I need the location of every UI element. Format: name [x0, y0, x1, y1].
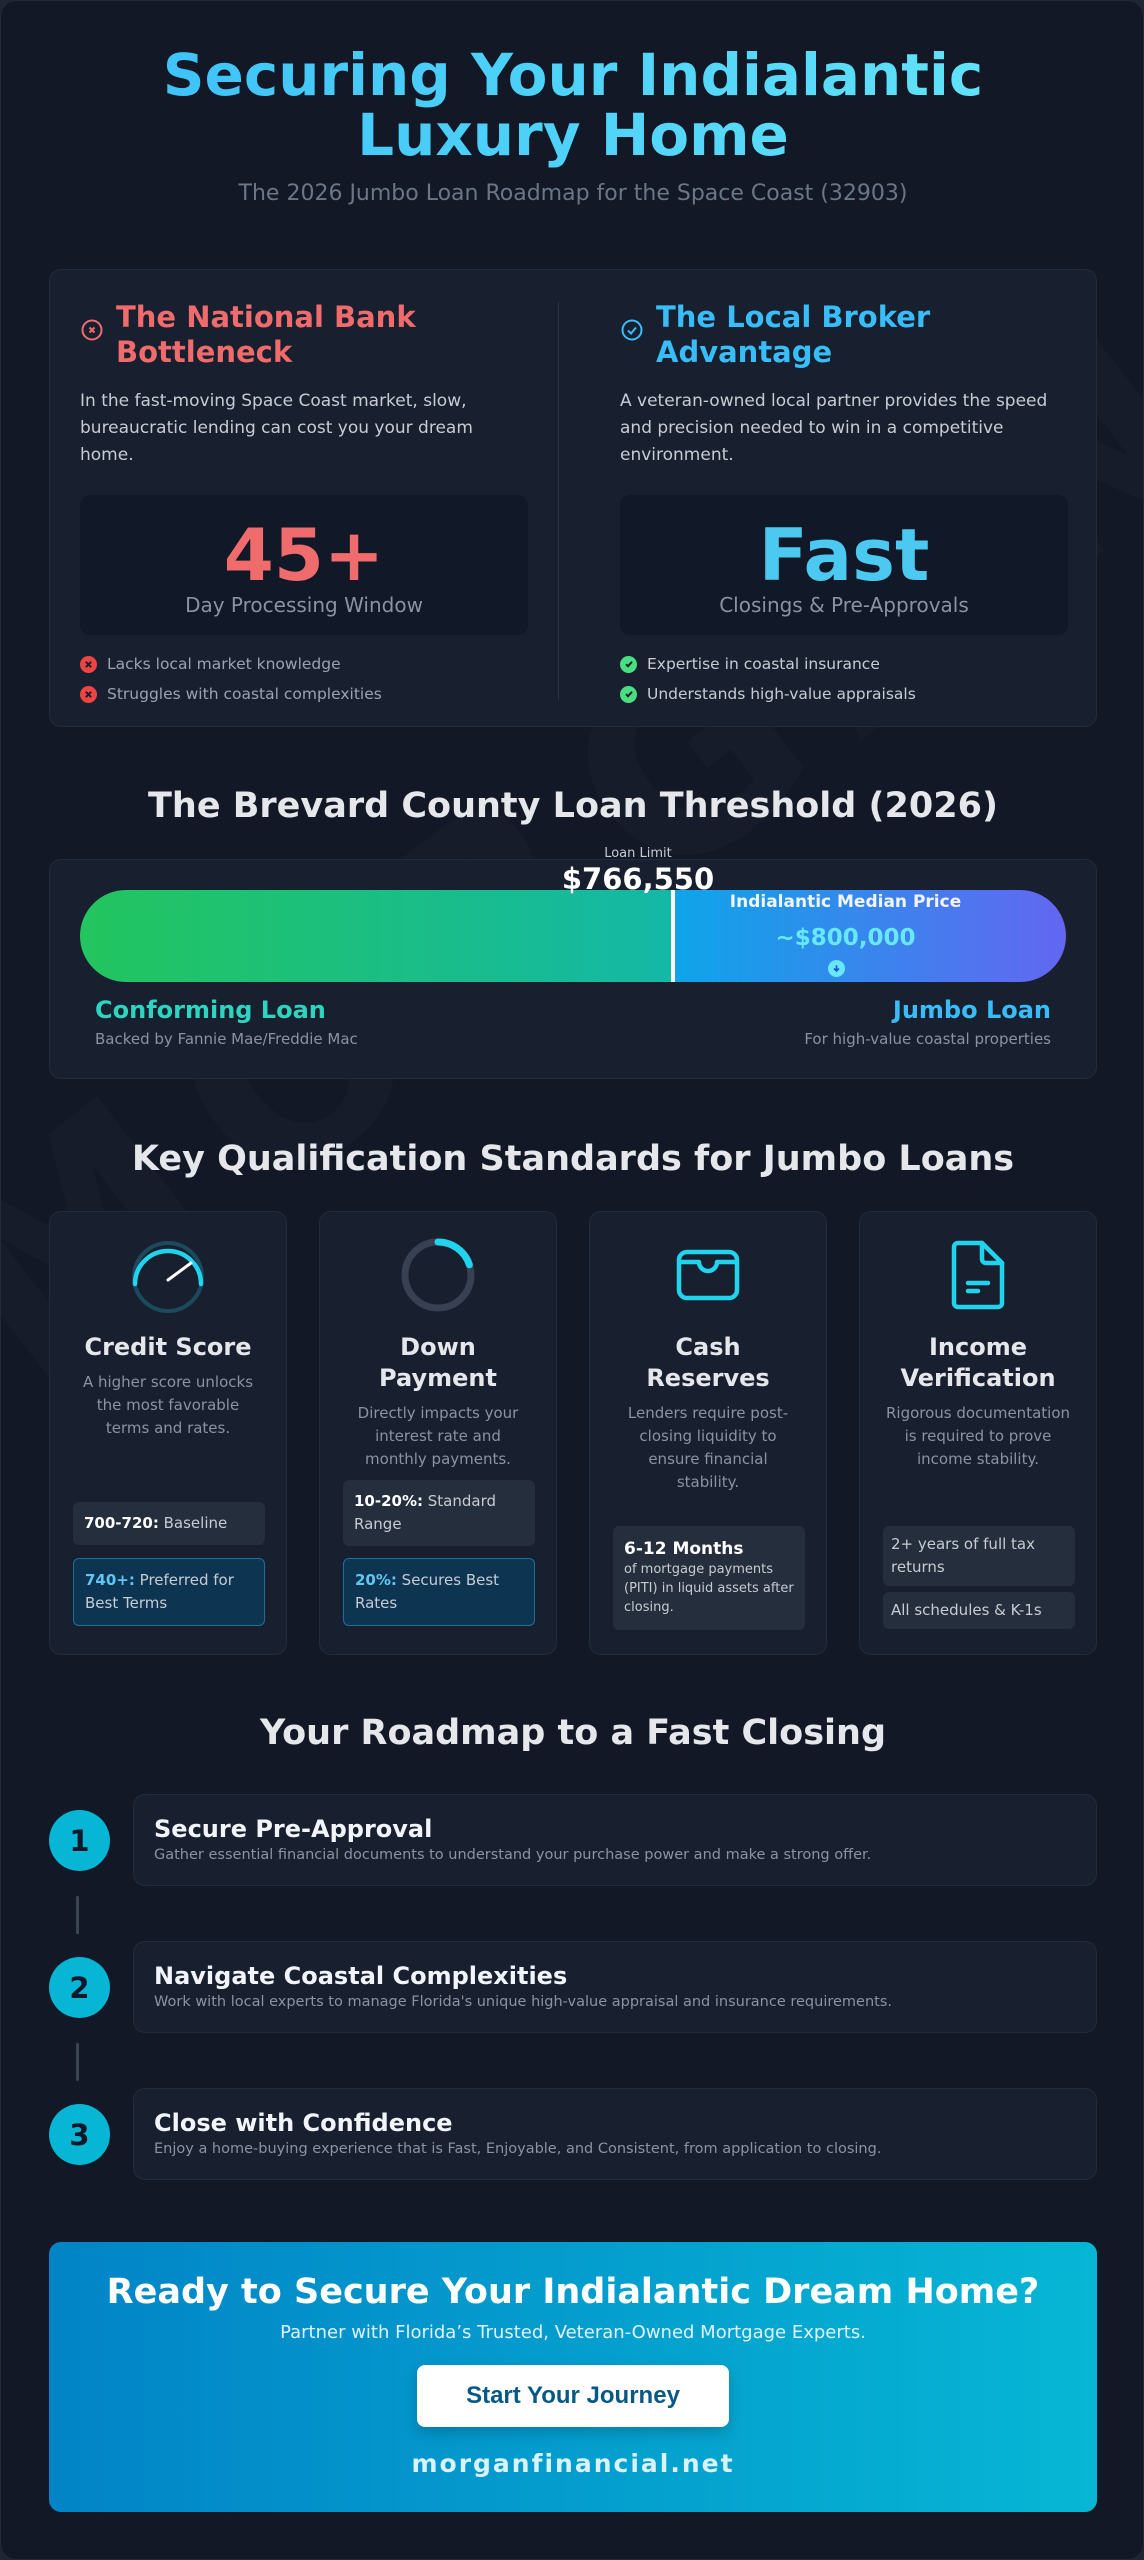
national-bank-column	[80, 300, 528, 709]
roadmap-step-2	[1, 1941, 1144, 2033]
jumbo-segment	[675, 890, 1066, 982]
cta-title: Ready to Secure Your Indialantic Dream Home?	[106, 2272, 1040, 2312]
median-price-label: Indialantic Median Price	[729, 892, 962, 912]
credit-preferred-item: 740+: Preferred for Best Terms	[73, 1558, 265, 1626]
step-number-badge: 2	[49, 1957, 110, 2018]
step-connector	[76, 1896, 79, 1934]
list-item: Expertise in coastal insurance	[620, 649, 1068, 679]
step-card: Secure Pre-Approval Gather essential financial documents to understand your purchase power and make a strong offer.	[133, 1794, 1097, 1886]
gauge-icon	[128, 1237, 208, 1313]
cash-reserves-item: 6-12 Months of mortgage payments (PITI) in liquid assets after closing.	[613, 1526, 805, 1630]
progress-ring-icon	[398, 1235, 478, 1315]
list-item: Struggles with coastal complexities	[80, 679, 528, 709]
qualification-card-down-payment: Down Payment Directly impacts your interest rate and monthly payments. 10-20%: Standard Range 20%: Secures Best Rates	[319, 1211, 557, 1655]
qualification-card-cash-reserves: Cash Reserves Lenders require post-closing liquidity to ensure financial stability. 6-12 Months of mortgage payments (PITI) in liquid assets after closing.	[589, 1211, 827, 1655]
speed-stat	[620, 495, 1068, 635]
column-divider	[558, 302, 559, 700]
national-bank-title: The National Bank Bottleneck	[116, 300, 416, 369]
document-icon	[950, 1239, 1006, 1311]
stat-caption: Closings & Pre-Approvals	[719, 593, 969, 617]
local-broker-description: A veteran-owned local partner provides the speed and precision needed to win in a competitive environment.	[620, 391, 1048, 465]
roadmap-section-title: Your Roadmap to a Fast Closing	[259, 1713, 887, 1753]
step-number-badge: 1	[49, 1810, 110, 1871]
down-payment-best-item: 20%: Secures Best Rates	[343, 1558, 535, 1626]
cta-subtitle: Partner with Florida’s Trusted, Veteran-Owned Mortgage Experts.	[280, 2322, 866, 2343]
qualifications-section-title: Key Qualification Standards for Jumbo Loans	[131, 1139, 1015, 1179]
down-payment-standard-item: 10-20%: Standard Range	[343, 1480, 535, 1546]
loan-limit-value: $766,550	[561, 862, 715, 896]
check-circle-icon	[620, 686, 637, 703]
loan-limit-label: Loan Limit	[604, 846, 672, 861]
roadmap-step-3	[1, 2088, 1144, 2180]
tax-returns-item: 2+ years of full tax returns	[883, 1526, 1075, 1586]
page-title: Securing Your Indialantic Luxury Home	[1, 41, 1144, 169]
check-circle-icon	[620, 656, 637, 673]
wallet-icon	[675, 1248, 741, 1302]
schedules-item: All schedules & K-1s	[883, 1592, 1075, 1629]
qualification-card-income-verification: Income Verification Rigorous documentation is required to prove income stability. 2+ years of full tax returns All schedules & K-1s	[859, 1211, 1097, 1655]
qualification-card-credit-score: Credit Score A higher score unlocks the most favorable terms and rates. 700-720: Baseline 740+: Preferred for Best Terms	[49, 1211, 287, 1655]
processing-stat	[80, 495, 528, 635]
cta-banner	[49, 2242, 1097, 2512]
website-link[interactable]: morganfinancial.net	[411, 2449, 735, 2478]
start-journey-button[interactable]: Start Your Journey	[417, 2365, 729, 2427]
median-price-value: ~$800,000	[775, 925, 916, 951]
conforming-segment	[80, 890, 671, 982]
step-number-badge: 3	[49, 2104, 110, 2165]
x-circle-icon	[80, 318, 104, 342]
national-bank-description: In the fast-moving Space Coast market, slow, bureaucratic lending can cost you your dream home.	[80, 391, 473, 465]
page-subtitle: The 2026 Jumbo Loan Roadmap for the Space Coast (32903)	[238, 181, 908, 206]
threshold-section-title: The Brevard County Loan Threshold (2026)	[148, 786, 998, 826]
list-item: Understands high-value appraisals	[620, 679, 1068, 709]
step-card: Close with Confidence Enjoy a home-buying experience that is Fast, Enjoyable, and Consistent, from application to closing.	[133, 2088, 1097, 2180]
stat-caption: Day Processing Window	[185, 593, 423, 617]
local-broker-column	[620, 300, 1068, 709]
hero-header	[1, 41, 1144, 206]
comparison-card	[49, 269, 1097, 727]
step-connector	[76, 2043, 79, 2081]
loan-threshold-bar	[80, 890, 1066, 982]
local-broker-title: The Local Broker Advantage	[656, 300, 931, 369]
x-circle-icon	[80, 656, 97, 673]
loan-threshold-card	[49, 846, 1097, 1079]
credit-baseline-item: 700-720: Baseline	[73, 1502, 265, 1545]
list-item: Lacks local market knowledge	[80, 649, 528, 679]
step-card: Navigate Coastal Complexities Work with local experts to manage Florida's unique high-value appraisal and insurance requirements.	[133, 1941, 1097, 2033]
conforming-legend: Conforming Loan Backed by Fannie Mae/Freddie Mac	[95, 996, 358, 1048]
stat-value: Fast	[758, 513, 930, 597]
jumbo-legend: Jumbo Loan For high-value coastal properties	[804, 996, 1051, 1048]
x-circle-icon	[80, 686, 97, 703]
stat-value: 45+	[223, 513, 385, 597]
roadmap-step-1	[1, 1794, 1144, 1886]
check-circle-icon	[620, 318, 644, 342]
arrow-down-circle-icon	[828, 960, 845, 977]
